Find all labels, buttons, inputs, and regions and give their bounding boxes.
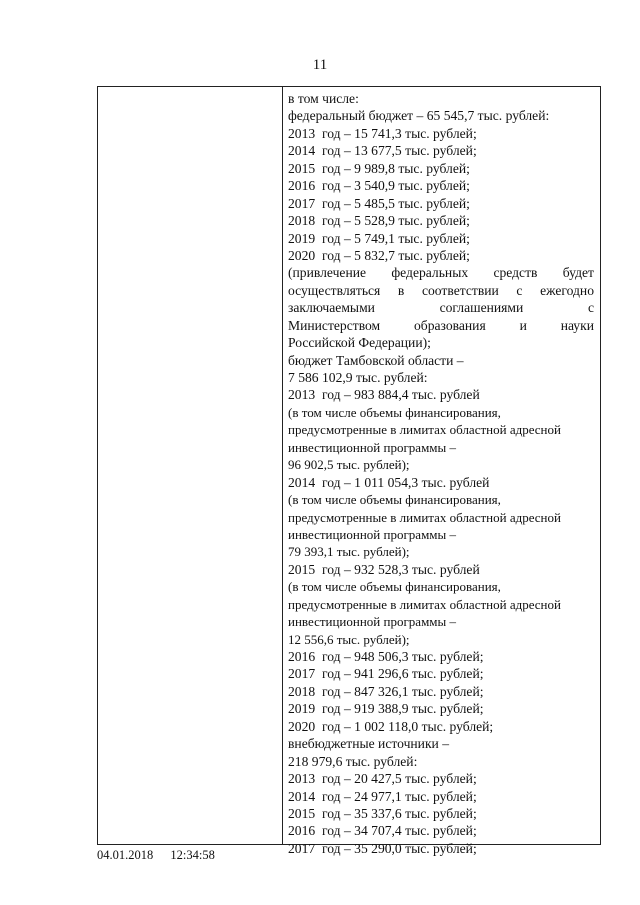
year-label: 2017 xyxy=(288,840,316,856)
text-line xyxy=(288,195,594,212)
year-label: 2018 xyxy=(288,683,316,699)
year-label: 2017 xyxy=(288,666,316,682)
year-label: 2016 xyxy=(288,649,316,664)
year-amount: год – 3 540,9 тыс. рублей; xyxy=(322,178,470,194)
footer-timestamp xyxy=(97,848,215,863)
year-amount: год – 847 326,1 тыс. рублей; xyxy=(322,683,484,699)
year-label: 2016 xyxy=(288,823,316,839)
year-label: 2020 xyxy=(288,247,316,263)
text-line: осуществляться в соответствии с ежегодно xyxy=(288,282,594,298)
year-label: 2013 xyxy=(288,125,316,141)
year-amount: год – 932 528,3 тыс. рублей xyxy=(322,561,480,577)
year-amount: год – 35 337,6 тыс. рублей; xyxy=(322,805,477,821)
year-amount: год – 5 749,1 тыс. рублей; xyxy=(322,230,470,246)
year-amount: год – 941 296,6 тыс. рублей; xyxy=(322,666,484,682)
year-amount: год – 5 832,7 тыс. рублей; xyxy=(322,247,470,263)
year-label: 2015 xyxy=(288,561,316,577)
text-line: предусмотренные в лимитах областной адресной xyxy=(288,422,561,438)
text-line: 96 902,5 тыс. рублей); xyxy=(288,457,410,473)
year-label: 2019 xyxy=(288,230,316,246)
year-label: 2017 xyxy=(288,195,316,211)
year-amount: год – 1 011 054,3 тыс. рублей xyxy=(322,474,490,490)
year-label: 2018 xyxy=(288,213,316,229)
funding-cell xyxy=(288,90,594,857)
year-amount: год – 24 977,1 тыс. рублей; xyxy=(322,788,477,804)
text-line: бюджет Тамбовской области – xyxy=(288,352,464,368)
text-line xyxy=(288,160,594,177)
text-line xyxy=(288,700,594,717)
text-line xyxy=(288,840,594,857)
year-label: 2013 xyxy=(288,771,316,787)
text-line: (в том числе объемы финансирования, xyxy=(288,492,501,508)
text-line: (в том числе объемы финансирования, xyxy=(288,404,501,420)
text-line xyxy=(288,177,594,194)
year-amount: год – 5 485,5 тыс. рублей; xyxy=(322,195,470,211)
text-line: предусмотренные в лимитах областной адресной xyxy=(288,509,561,525)
text-line xyxy=(288,718,594,735)
text-line: 12 556,6 тыс. рублей); xyxy=(288,631,410,647)
year-amount: год – 15 741,3 тыс. рублей; xyxy=(322,125,477,141)
footer-time: 12:34:58 xyxy=(170,848,215,862)
text-line xyxy=(288,665,594,682)
text-line xyxy=(288,386,594,403)
text-line xyxy=(288,805,594,822)
column-divider xyxy=(282,87,283,844)
text-line xyxy=(288,142,594,159)
text-line: 218 979,6 тыс. рублей: xyxy=(288,753,418,769)
text-line xyxy=(288,770,594,787)
text-line: 79 393,1 тыс. рублей); xyxy=(288,544,410,560)
text-line: заключаемыми соглашениями с xyxy=(288,300,594,316)
text-line: внебюджетные источники – xyxy=(288,736,450,752)
footer-date: 04.01.2018 xyxy=(97,848,154,862)
year-label: 2013 xyxy=(288,387,316,403)
year-amount: год – 1 002 118,0 тыс. рублей; xyxy=(322,718,494,734)
text-line: (привлечение федеральных средств будет xyxy=(288,265,594,281)
year-label: 2016 xyxy=(288,178,316,194)
year-amount: год – 919 388,9 тыс. рублей; xyxy=(322,701,484,717)
text-line xyxy=(288,683,594,700)
year-amount: год – 34 707,4 тыс. рублей; xyxy=(322,823,477,839)
text-line: (в том числе объемы финансирования, xyxy=(288,579,501,595)
text-line xyxy=(288,212,594,229)
text-line xyxy=(288,230,594,247)
page-number: 11 xyxy=(312,57,328,73)
text-line: федеральный бюджет – 65 545,7 тыс. рублей: xyxy=(288,108,550,124)
year-amount: год – 13 677,5 тыс. рублей; xyxy=(322,143,477,159)
year-amount: год – 983 884,4 тыс. рублей xyxy=(322,387,480,403)
text-line xyxy=(288,822,594,839)
year-amount: год – 9 989,8 тыс. рублей; xyxy=(322,160,470,176)
year-label: 2020 xyxy=(288,718,316,734)
year-amount: год – 35 290,0 тыс. рублей; xyxy=(322,840,477,856)
text-line xyxy=(288,561,594,578)
year-amount: год – 20 427,5 тыс. рублей; xyxy=(322,771,477,787)
year-label: 2019 xyxy=(288,701,316,717)
text-line xyxy=(288,474,594,491)
text-line: в том числе: xyxy=(288,91,359,106)
year-label: 2015 xyxy=(288,805,316,821)
year-label: 2014 xyxy=(288,474,316,490)
text-line xyxy=(288,125,594,142)
text-line: Министерством образования и науки xyxy=(288,317,594,333)
year-amount: год – 948 506,3 тыс. рублей; xyxy=(322,649,484,664)
text-line: 7 586 102,9 тыс. рублей: xyxy=(288,370,428,385)
text-line: инвестиционной программы – xyxy=(288,614,457,630)
text-line: Российской Федерации); xyxy=(288,335,431,351)
text-line xyxy=(288,648,594,665)
year-amount: год – 5 528,9 тыс. рублей; xyxy=(322,213,470,229)
text-line xyxy=(288,788,594,805)
text-line: инвестиционной программы – xyxy=(288,439,457,455)
text-line: предусмотренные в лимитах областной адресной xyxy=(288,596,561,612)
year-label: 2014 xyxy=(288,788,316,804)
year-label: 2014 xyxy=(288,143,316,159)
text-line: инвестиционной программы – xyxy=(288,526,457,542)
year-label: 2015 xyxy=(288,160,316,176)
text-line xyxy=(288,247,594,264)
